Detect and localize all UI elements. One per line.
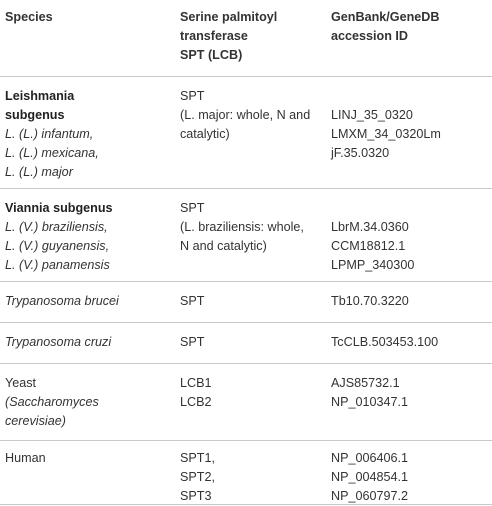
header-accession: GenBank/GeneDB accession ID [331,10,440,43]
row-leishmania-spt: SPT (L. major: whole, N and catalytic) [180,89,311,141]
header-divider [0,76,492,77]
table-header [0,0,492,76]
row-tbrucei-species: Trypanosoma brucei [5,294,119,308]
row-human-species: Human [5,451,46,465]
row-divider [0,188,492,189]
row-yeast-accession: AJS85732.1 NP_010347.1 [331,376,409,409]
row-divider [0,363,492,364]
row-viannia-species: Viannia subgenus L. (V.) braziliensis, L. (V.) guyanensis, L. (V.) panamensis [5,201,113,272]
row-human-spt: SPT1, SPT2, SPT3 [180,451,215,503]
header-species: Species [5,10,53,24]
row-viannia-accession: LbrM.34.0360 CCM18812.1 LPMP_340300 [331,220,415,272]
header-spt: Serine palmitoyl transferase SPT (LCB) [180,10,278,62]
row-divider [0,440,492,441]
row-yeast-species: Yeast (Saccharomyces cerevisiae) [5,376,99,428]
row-human-accession: NP_006406.1 NP_004854.1 NP_060797.2 [331,451,409,503]
row-viannia-spt: SPT (L. braziliensis: whole, N and catalytic) [180,201,304,253]
row-tcruzi-species: Trypanosoma cruzi [5,335,112,349]
row-tbrucei-spt: SPT [180,294,205,308]
row-tcruzi-spt: SPT [180,335,205,349]
row-tbrucei-accession: Tb10.70.3220 [331,294,409,308]
row-divider [0,281,492,282]
row-yeast-spt: LCB1 LCB2 [180,376,212,409]
row-leishmania-species: Leishmania subgenus L. (L.) infantum, L. (L.) mexicana, L. (L.) major [5,89,99,179]
row-leishmania-accession: LINJ_35_0320 LMXM_34_0320Lm jF.35.0320 [331,108,441,160]
row-divider [0,322,492,323]
row-tcruzi-accession: TcCLB.503453.100 [331,335,439,349]
